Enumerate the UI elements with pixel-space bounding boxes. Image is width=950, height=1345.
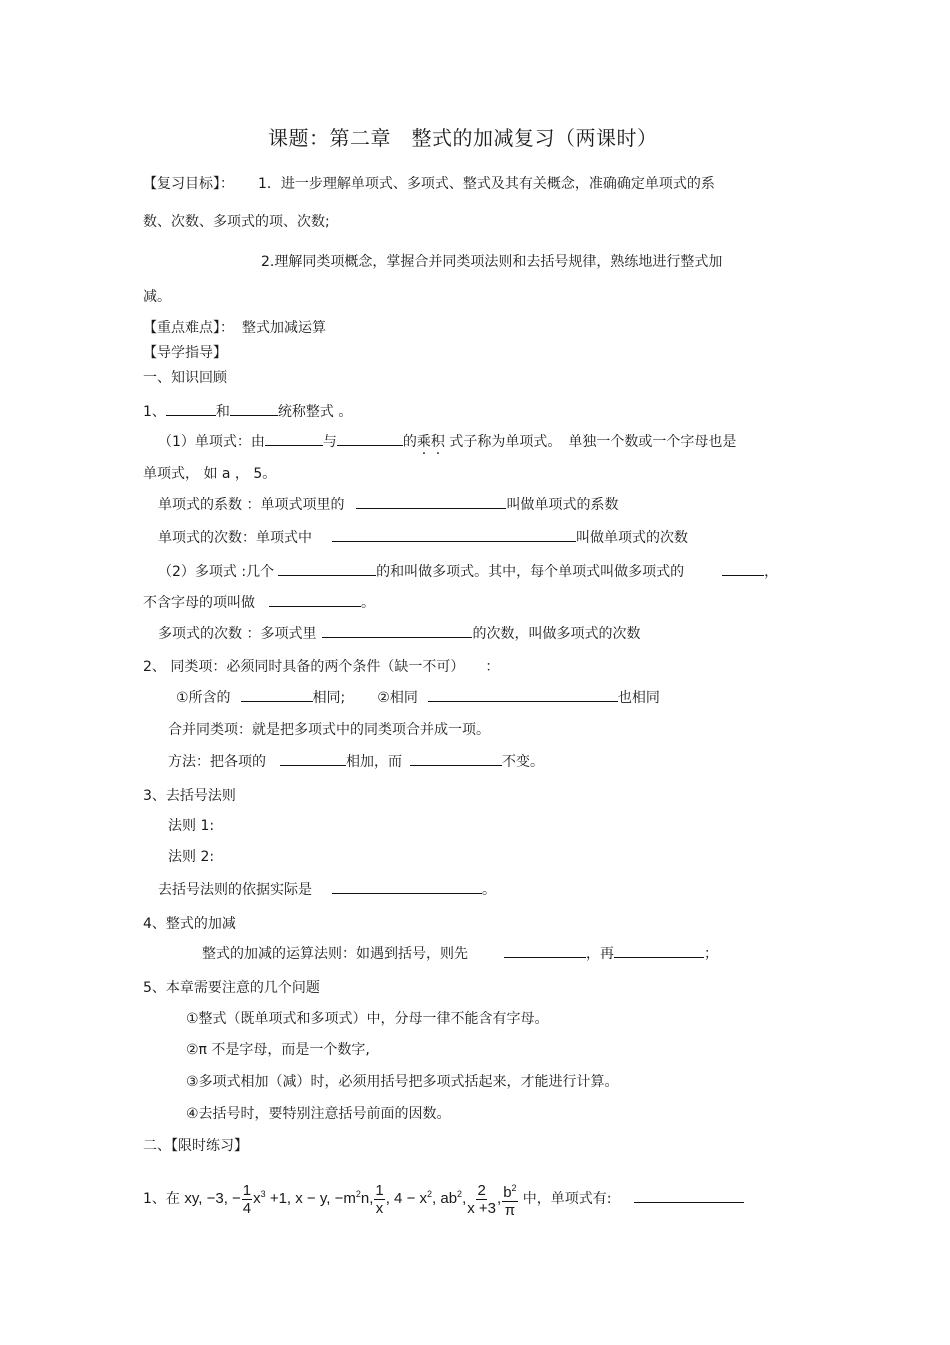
cond2-tail: 也相同: [617, 690, 660, 706]
expr-part: +1, x − y, −m: [265, 1190, 356, 1207]
exponent: 2: [427, 1189, 433, 1199]
basis-line: [158, 880, 496, 900]
rule-2: 法则 2:: [168, 849, 215, 865]
key-points-text: 整式加减运算: [242, 320, 326, 336]
constant-term-end: 。: [361, 595, 375, 611]
degree-label: 单项式的次数：单项式中: [158, 530, 312, 546]
note-3: ③多项式相加（减）时，必须用括号把多项式括起来，才能进行计算。: [186, 1074, 619, 1090]
expr-part: x: [253, 1190, 261, 1207]
expr-part: xy, −3, −: [184, 1190, 241, 1207]
blank-q1-a[interactable]: [166, 402, 216, 416]
monomial-yu: 与: [322, 434, 337, 450]
exponent: 3: [260, 1189, 266, 1199]
q1-line: [143, 402, 352, 422]
poly-degree-tail: 的次数，叫做多项式的次数: [472, 626, 641, 642]
expr-part: n,: [360, 1190, 374, 1207]
blank-coef[interactable]: [356, 495, 506, 509]
fraction-one-quarter: [242, 1182, 252, 1217]
addition-rule-mid: ，再: [586, 946, 614, 962]
poly-prefix: （2）多项式 :几个: [158, 564, 275, 580]
fraction-b2-over-pi: [502, 1180, 517, 1219]
monomial-example: 单项式， 如 a ， 5。: [143, 466, 277, 482]
q4-heading: 4、整式的加减: [143, 916, 236, 932]
note-2: ②π 不是字母，而是一个数字,: [186, 1042, 370, 1058]
exponent: 2: [457, 1189, 463, 1199]
key-points-line: [143, 318, 326, 338]
monomial-def-line: [158, 432, 736, 452]
blank-monomial-a[interactable]: [265, 432, 323, 446]
addition-rule-tail: ；: [704, 946, 718, 962]
blank-poly-a[interactable]: [278, 562, 376, 576]
section1-heading: 一、知识回顾: [143, 370, 227, 386]
goal-1-continued: 数、次数、多项式的项、次数;: [143, 214, 330, 230]
blank-q1-b[interactable]: [230, 402, 278, 416]
goals-label: 【复习目标】：: [143, 176, 234, 192]
addition-rule-line: [202, 944, 718, 964]
q1-tail: 统称整式 。: [277, 404, 353, 420]
method-tail: 不变。: [502, 754, 544, 770]
fraction-two-over-x-plus-3: [467, 1182, 496, 1217]
exercise-tail: 中，单项式有:: [522, 1191, 612, 1207]
poly-comma: ，: [764, 564, 779, 580]
fraction-denominator: π: [504, 1201, 516, 1219]
goal-2-continued: 减。: [143, 289, 171, 305]
q1-number: 1、: [143, 404, 166, 420]
goal-1-text: 1．进一步理解单项式、多项式、整式及其有关概念，准确确定单项式的系: [258, 176, 715, 192]
constant-term-text: 不含字母的项叫做: [143, 595, 255, 611]
blank-cond1[interactable]: [241, 688, 313, 702]
blank-first[interactable]: [504, 944, 586, 958]
cond2-prefix: ②相同: [377, 690, 418, 706]
basis-prefix: 去括号法则的依据实际是: [158, 882, 312, 898]
goals-line-1: [143, 174, 715, 194]
blank-monomials-answer[interactable]: [634, 1189, 744, 1203]
basis-tail: 。: [482, 882, 496, 898]
method-prefix: 方法：把各项的: [168, 754, 266, 770]
expr-part: , ab: [432, 1190, 458, 1207]
expr-part: , 4 − x: [385, 1190, 427, 1207]
fraction-numerator: 2: [477, 1181, 486, 1199]
blank-cond2[interactable]: [428, 688, 618, 702]
q2-heading: 2、 同类项：必须同时具备的两个条件（缺一不可） ：: [143, 659, 500, 675]
degree-tail: 叫做单项式的次数: [576, 530, 688, 546]
blank-method-a[interactable]: [280, 752, 346, 766]
exponent: 2: [511, 1182, 517, 1193]
section2-heading: 二、【限时练习】: [143, 1138, 248, 1154]
q1-and: 和: [215, 404, 230, 420]
expr-part: ,: [462, 1190, 467, 1207]
blank-poly-degree[interactable]: [322, 624, 472, 638]
exercise-number: 1、在: [143, 1191, 180, 1207]
q5-heading: 5、本章需要注意的几个问题: [143, 980, 320, 996]
expr-part: ,: [497, 1190, 502, 1207]
expression-list: [184, 1181, 522, 1219]
poly-degree-label: 多项式的次数 ：多项式里: [158, 626, 317, 642]
note-4: ④去括号时，要特别注意括号前面的因数。: [186, 1106, 451, 1122]
polynomial-def-line: [158, 562, 778, 582]
combine-like-terms: 合并同类项：就是把多项式中的同类项合并成一项。: [168, 722, 490, 738]
emphasis-ji: 积: [430, 434, 445, 450]
q3-heading: 3、去括号法则: [143, 788, 236, 804]
page-title: 课题：第二章 整式的加减复习（两课时）: [268, 126, 658, 150]
note-1: ①整式（既单项式和多项式）中，分母一律不能含有字母。: [186, 1011, 549, 1027]
blank-method-b[interactable]: [410, 752, 502, 766]
monomial-coef-line: [158, 495, 618, 515]
coef-tail: 叫做单项式的系数: [506, 497, 619, 513]
blank-degree[interactable]: [332, 528, 576, 542]
goal-2-text: 2.理解同类项概念，掌握合并同类项法则和去括号规律，熟练地进行整式加: [261, 254, 723, 270]
fraction-denominator: 4: [242, 1199, 252, 1217]
fraction-numerator: 1: [375, 1181, 384, 1199]
blank-constant-term[interactable]: [269, 593, 361, 607]
like-terms-conditions: [176, 688, 660, 708]
blank-basis[interactable]: [332, 880, 482, 894]
monomial-tail: 式子称为单项式。 单独一个数或一个字母也是: [444, 434, 737, 450]
fraction-one-over-x: [374, 1182, 384, 1217]
emphasis-cheng: 乘: [416, 434, 431, 450]
coef-label: 单项式的系数 ：单项式项里的: [158, 497, 345, 513]
fraction-denominator: x: [375, 1199, 384, 1217]
key-points-label: 【重点难点】：: [143, 320, 234, 336]
constant-term-line: [143, 593, 375, 613]
addition-rule-prefix: 整式的加减的运算法则：如遇到括号，则先: [202, 946, 468, 962]
exercise-1-line: [143, 1174, 744, 1219]
fraction-numerator: [502, 1180, 517, 1202]
polynomial-degree-line: [158, 624, 640, 644]
blank-then[interactable]: [614, 944, 704, 958]
poly-mid: 的和叫做多项式。其中，每个单项式叫做多项式的: [376, 564, 685, 580]
blank-monomial-b[interactable]: [337, 432, 403, 446]
fraction-denominator: x +3: [467, 1199, 497, 1217]
rule-1: 法则 1:: [168, 818, 215, 834]
cond1-tail: 相同;: [312, 690, 346, 706]
fraction-numerator: 1: [242, 1181, 252, 1199]
method-mid: 相加，而: [346, 754, 402, 770]
monomial-prefix: （1）单项式：由: [158, 434, 265, 450]
numerator-base: b: [503, 1183, 512, 1201]
monomial-degree-line: [158, 528, 688, 548]
blank-poly-b[interactable]: [722, 562, 764, 576]
guide-label: 【导学指导】: [143, 345, 227, 361]
exponent: 2: [355, 1189, 361, 1199]
cond1-prefix: ①所含的: [176, 690, 231, 706]
monomial-de: 的: [402, 434, 417, 450]
method-line: [168, 752, 544, 772]
